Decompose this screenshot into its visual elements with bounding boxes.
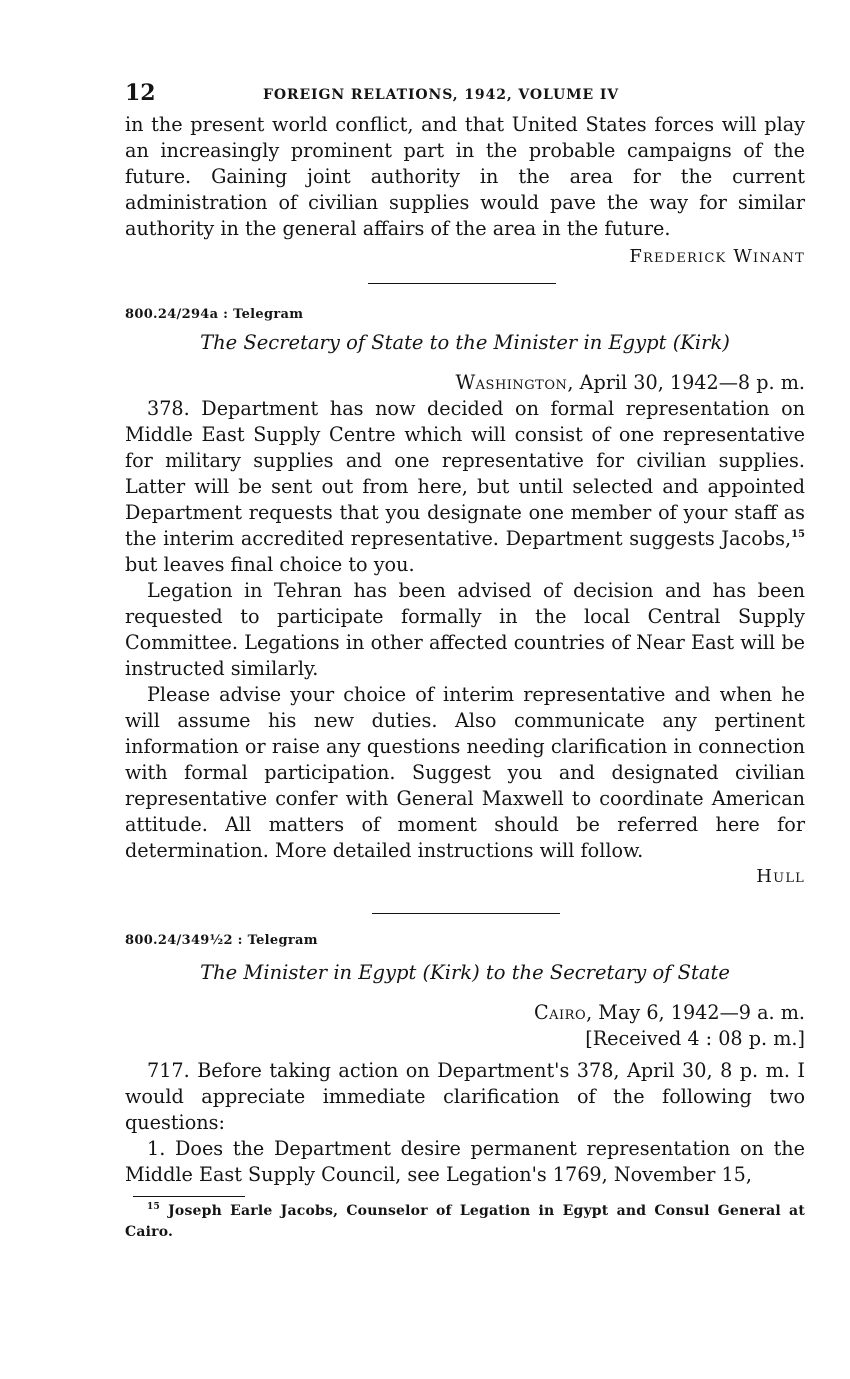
page-header — [125, 78, 805, 112]
footnote-text: Joseph Earle Jacobs, Counselor of Legation in Egypt and Consul General at Cairo. — [125, 1203, 805, 1240]
footnote-marker: 15 — [791, 529, 805, 540]
file-reference: 800.24/294a : Telegram — [125, 307, 304, 322]
dateline-place: Cairo — [533, 1001, 587, 1024]
telegram-body — [125, 396, 805, 864]
footnote-divider — [133, 1196, 245, 1197]
signature-winant: Frederick Winant — [629, 246, 805, 267]
dateline — [125, 370, 805, 396]
telegram-body — [125, 1058, 805, 1188]
title-text: The Secretary of State to the Minister in Egypt ( — [200, 331, 681, 354]
title-text-end: ) to the Secretary of State — [472, 961, 730, 984]
dateline-date: , May 6, 1942—9 a. m. — [586, 1001, 805, 1024]
title-text-end: ) — [722, 331, 730, 354]
paragraph — [125, 396, 805, 578]
paragraph-text: 378. Department has now decided on formal representation on Middle East Supply Centre which will consist of one representative for military supplies and one representative for civilian supplies. Latter will be sent out from here, but until selected and appointed Department requests that you designate one member of your staff as the interim accredited representative. Department suggests Jacobs, — [125, 397, 805, 550]
opening-paragraph: in the present world conflict, and that United States forces will play an increasingly prominent part in the probable campaigns of the future. Gaining joint authority in the area for the current administration of civilian supplies would pave the way for similar authority in the general affairs of the area in the future. — [125, 113, 805, 240]
document-title — [125, 960, 805, 986]
title-name: Kirk — [680, 331, 723, 354]
dateline — [125, 1000, 805, 1026]
paragraph: 1. Does the Department desire permanent representation on the Middle East Supply Council, see Legation's 1769, November 15, — [125, 1137, 805, 1186]
dateline-place: Washington — [455, 371, 568, 394]
document-title — [125, 330, 805, 356]
section-divider — [372, 913, 560, 914]
paragraph: 717. Before taking action on Department's 378, April 30, 8 p. m. I would appreciate immediate clarification of the following two questions: — [125, 1059, 805, 1134]
footnote — [125, 1201, 805, 1243]
footnote-number: 15 — [147, 1202, 160, 1212]
paragraph-text-end: but leaves final choice to you. — [125, 553, 415, 576]
section-divider — [368, 283, 556, 284]
paragraph: Legation in Tehran has been advised of decision and has been requested to participate formally in the local Central Supply Committee. Legations in other affected countries of Near East will be instructed similarly. — [125, 579, 805, 680]
opening-section — [125, 112, 805, 242]
title-name: Kirk — [430, 961, 473, 984]
signature-hull: Hull — [756, 866, 805, 887]
title-text: The Minister in Egypt ( — [200, 961, 431, 984]
document-page — [125, 78, 805, 1243]
received-line: [Received 4 : 08 p. m.] — [585, 1027, 805, 1050]
dateline-date: , April 30, 1942—8 p. m. — [567, 371, 805, 394]
paragraph: Please advise your choice of interim representative and when he will assume his new duties. Also communicate any pertinent information or raise any questions needing clarification in connection with formal participation. Suggest you and designated civilian representative confer with General Maxwell to coordinate American attitude. All matters of moment should be referred here for determination. More detailed instructions will follow. — [125, 683, 805, 862]
running-head: FOREIGN RELATIONS, 1942, VOLUME IV — [263, 87, 620, 103]
file-reference: 800.24/349½2 : Telegram — [125, 933, 318, 948]
page-number: 12 — [125, 80, 156, 106]
